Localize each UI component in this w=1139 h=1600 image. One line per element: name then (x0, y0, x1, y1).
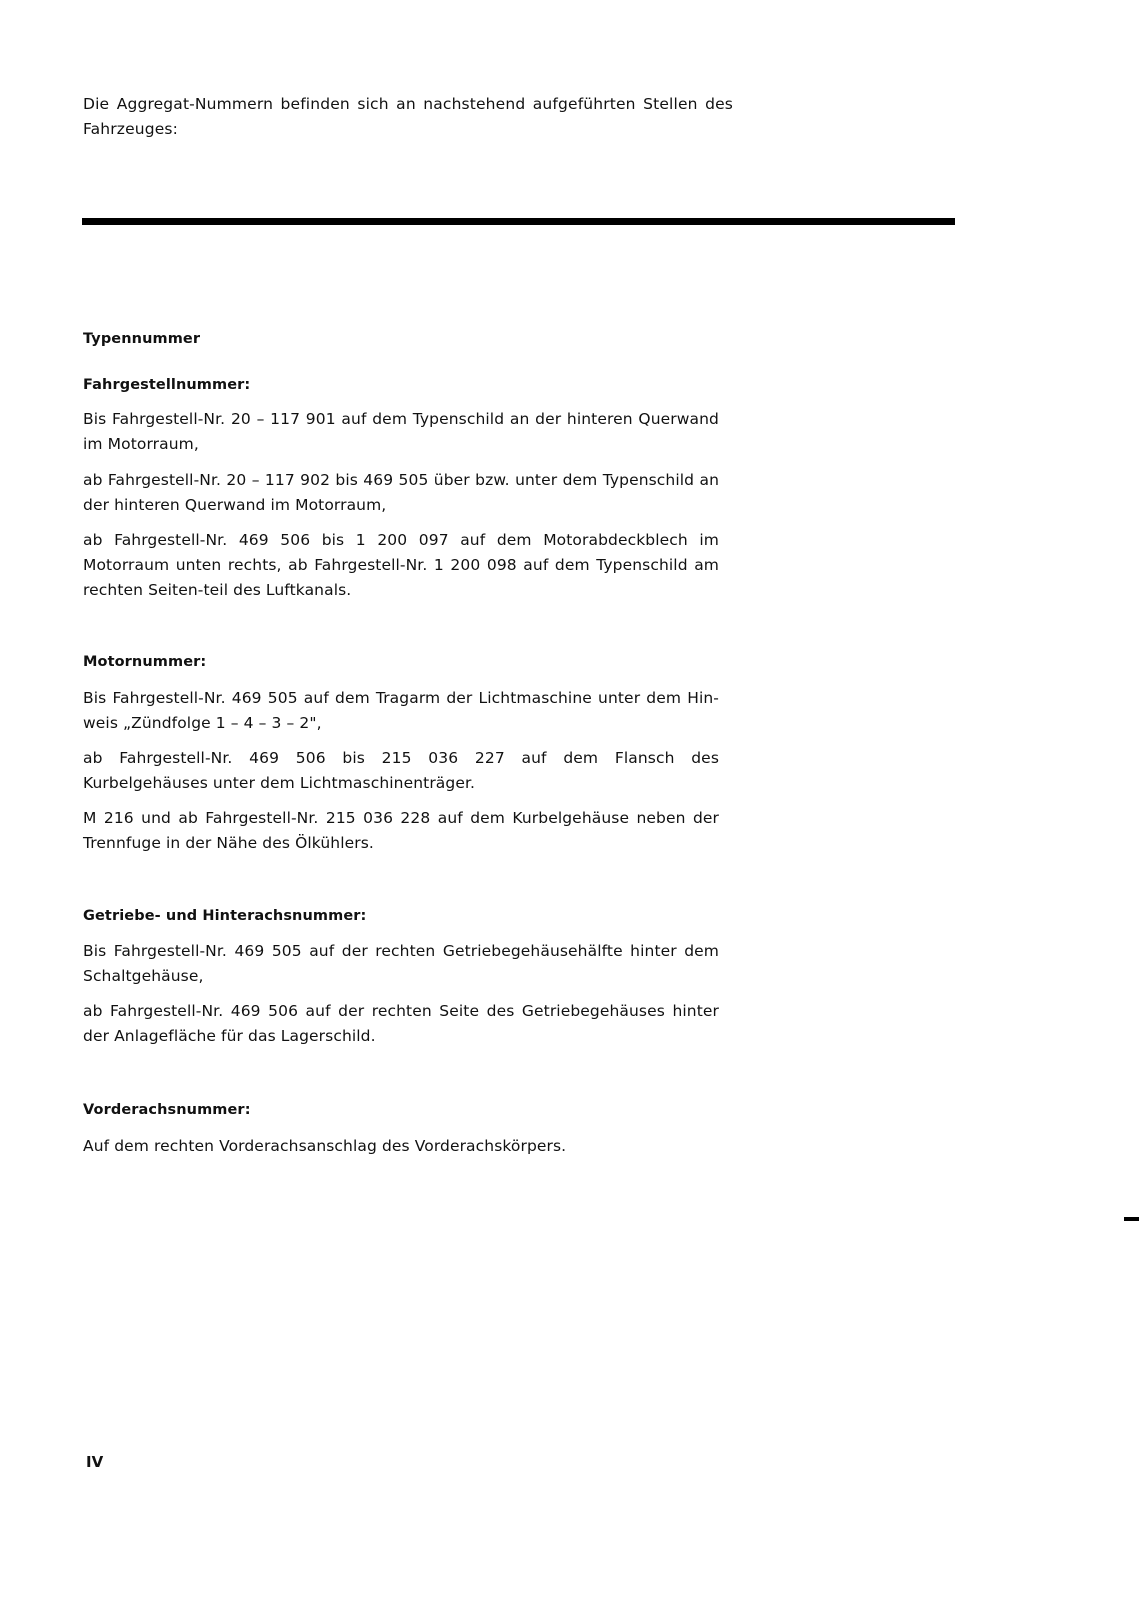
intro-paragraph: Die Aggregat-Nummern befinden sich an nachstehend aufgeführten Stellen des Fahrzeuges: (83, 95, 733, 138)
heading-fahrgestellnummer: Fahrgestellnummer: (83, 377, 251, 393)
paragraph-fahrgestell-3: ab Fahrgestell-Nr. 469 506 bis 1 200 097 auf dem Motorabdeckblech im Motorraum unten rechts, ab Fahrgestell-Nr. 1 200 098 auf dem Typenschild am rechten Seiten-teil des Luftkanals. (83, 531, 719, 599)
heading-motornummer: Motornummer: (83, 654, 207, 670)
heading-getriebe-hinterachsnummer: Getriebe- und Hinterachsnummer: (83, 908, 367, 924)
horizontal-rule (82, 218, 955, 225)
paragraph-vorderachs-1: Auf dem rechten Vorderachsanschlag des Vorderachskörpers. (83, 1137, 567, 1155)
paragraph-fahrgestell-2: ab Fahrgestell-Nr. 20 – 117 902 bis 469 505 über bzw. unter dem Typenschild an der hinteren Querwand im Motorraum, (83, 471, 719, 514)
paragraph-fahrgestell-1: Bis Fahrgestell-Nr. 20 – 117 901 auf dem Typenschild an der hinteren Querwand im Motorraum, (83, 410, 719, 453)
paragraph-motor-1: Bis Fahrgestell-Nr. 469 505 auf dem Tragarm der Lichtmaschine unter dem Hin-weis „Zündfolge 1 – 4 – 3 – 2", (83, 689, 719, 732)
margin-mark (1124, 1217, 1139, 1221)
heading-typennummer: Typennummer (83, 331, 201, 347)
paragraph-getriebe-1: Bis Fahrgestell-Nr. 469 505 auf der rechten Getriebegehäusehälfte hinter dem Schaltgehäuse, (83, 942, 719, 985)
paragraph-getriebe-2: ab Fahrgestell-Nr. 469 506 auf der rechten Seite des Getriebegehäuses hinter der Anlagefläche für das Lagerschild. (83, 1002, 719, 1045)
paragraph-motor-3: M 216 und ab Fahrgestell-Nr. 215 036 228 auf dem Kurbelgehäuse neben der Trennfuge in der Nähe des Ölkühlers. (83, 809, 719, 852)
heading-vorderachsnummer: Vorderachsnummer: (83, 1102, 251, 1118)
page-number: IV (86, 1453, 104, 1471)
paragraph-motor-2: ab Fahrgestell-Nr. 469 506 bis 215 036 227 auf dem Flansch des Kurbelgehäuses unter dem Lichtmaschinenträger. (83, 749, 719, 792)
